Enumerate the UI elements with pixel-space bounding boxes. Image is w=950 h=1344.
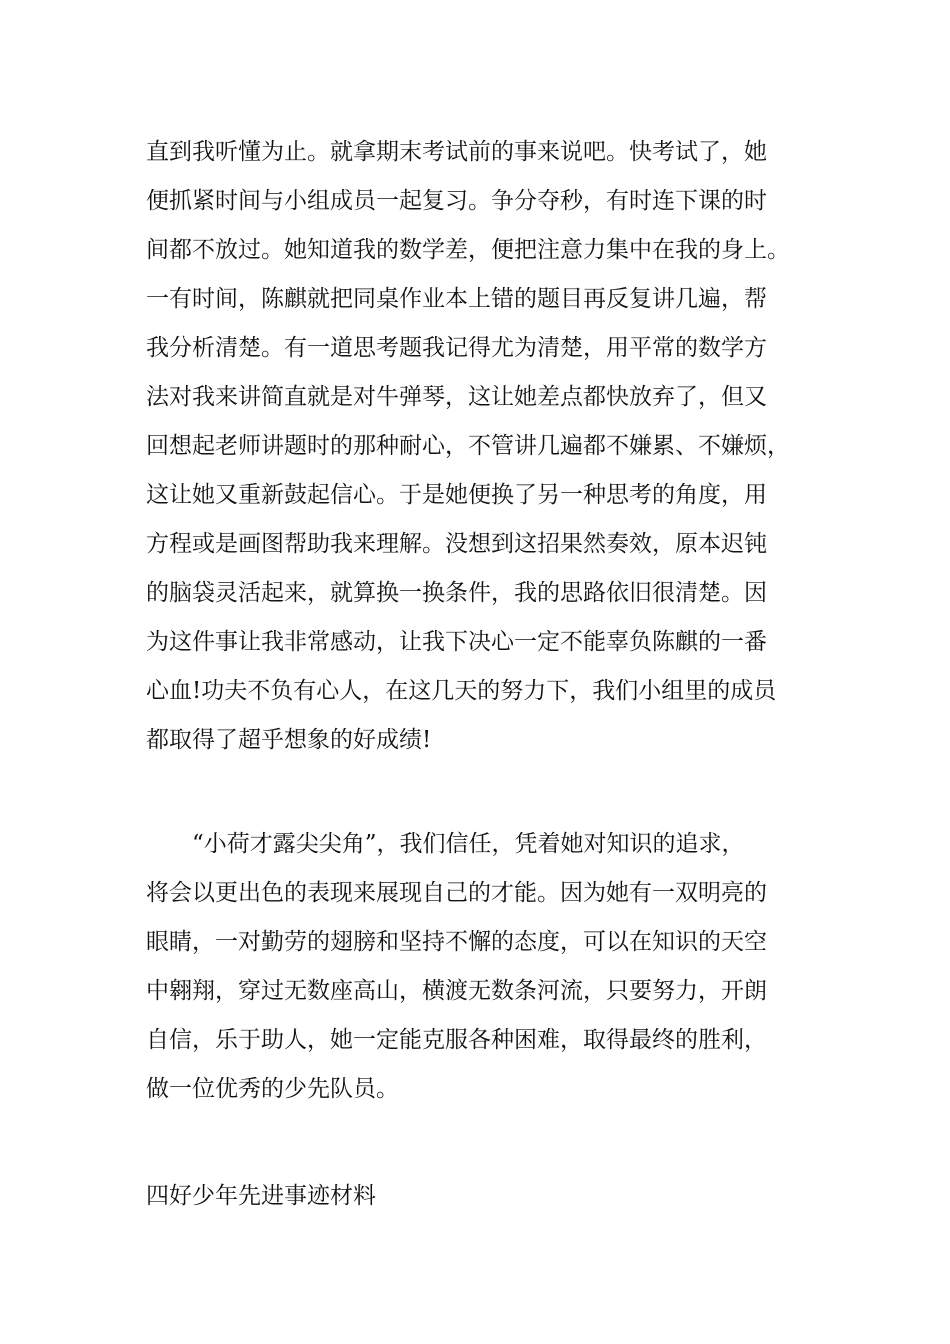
paragraph-line: 将会以更出色的表现来展现自己的才能。因为她有一双明亮的 xyxy=(146,880,767,906)
paragraph-line: 方程或是画图帮助我来理解。没想到这招果然奏效，原本迟钝 xyxy=(146,531,767,557)
paragraph-line: 我分析清楚。有一道思考题我记得尤为清楚，用平常的数学方 xyxy=(146,335,767,361)
section-heading: 四好少年先进事迹材料 xyxy=(146,1183,376,1209)
paragraph-line: 回想起老师讲题时的那种耐心，不管讲几遍都不嫌累、不嫌烦， xyxy=(146,433,790,459)
paragraph-line: 都取得了超乎想象的好成绩! xyxy=(146,727,432,753)
paragraph-line: 便抓紧时间与小组成员一起复习。争分夺秒，有时连下课的时 xyxy=(146,188,767,214)
paragraph-line: 的脑袋灵活起来，就算换一换条件，我的思路依旧很清楚。因 xyxy=(146,580,767,606)
body-paragraph-1 xyxy=(146,128,846,765)
paragraph-line: 法对我来讲简直就是对牛弹琴，这让她差点都快放弃了，但又 xyxy=(146,384,767,410)
paragraph-line: 为这件事让我非常感动，让我下决心一定不能辜负陈麒的一番 xyxy=(146,629,767,655)
paragraph-line: 做一位优秀的少先队员。 xyxy=(146,1076,399,1102)
paragraph-line: 自信，乐于助人，她一定能克服各种困难，取得最终的胜利， xyxy=(146,1027,767,1053)
paragraph-line: “小荷才露尖尖角”，我们信任，凭着她对知识的追求， xyxy=(192,831,745,857)
paragraph-line: 眼睛，一对勤劳的翅膀和坚持不懈的态度，可以在知识的天空 xyxy=(146,929,767,955)
paragraph-line: 一有时间，陈麒就把同桌作业本上错的题目再反复讲几遍，帮 xyxy=(146,286,767,312)
paragraph-line: 间都不放过。她知道我的数学差，便把注意力集中在我的身上。 xyxy=(146,237,790,263)
paragraph-line: 这让她又重新鼓起信心。于是她便换了另一种思考的角度，用 xyxy=(146,482,767,508)
body-paragraph-2 xyxy=(146,820,846,1114)
paragraph-line: 直到我听懂为止。就拿期末考试前的事来说吧。快考试了，她 xyxy=(146,139,767,165)
paragraph-line: 中翱翔，穿过无数座高山，横渡无数条河流，只要努力，开朗 xyxy=(146,978,767,1004)
paragraph-line: 心血!功夫不负有心人，在这几天的努力下，我们小组里的成员 xyxy=(146,678,777,704)
